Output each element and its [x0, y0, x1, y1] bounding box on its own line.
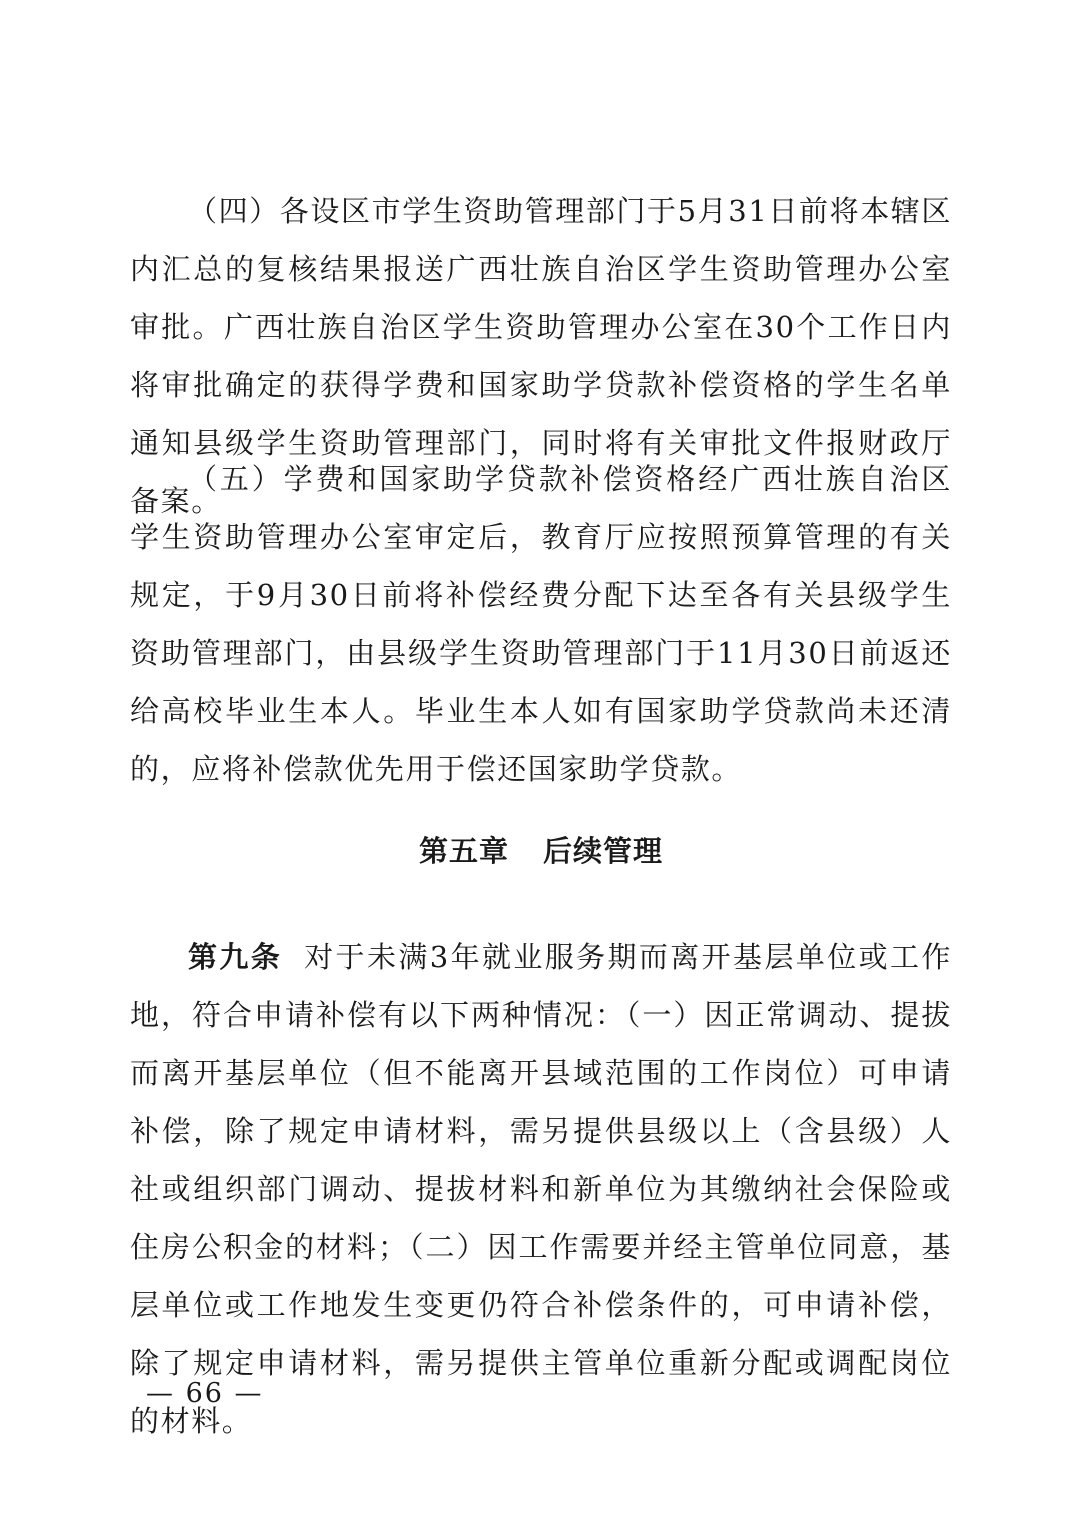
chapter-heading — [130, 826, 952, 876]
section-4-paragraph: （四）各设区市学生资助管理部门于5月31日前将本辖区内汇总的复核结果报送广西壮族自治区学生资助管理办公室审批。广西壮族自治区学生资助管理办公室在30个工作日内将审批确定的获得学费和国家助学贷款补偿资格的学生名单通知县级学生资助管理部门，同时将有关审批文件报财政厅备案。 — [130, 194, 952, 518]
section-5-paragraph: （五）学费和国家助学贷款补偿资格经广西壮族自治区学生资助管理办公室审定后，教育厅应按照预算管理的有关规定，于9月30日前将补偿经费分配下达至各有关县级学生资助管理部门，由县级学生资助管理部门于11月30日前返还给高校毕业生本人。毕业生本人如有国家助学贷款尚未还清的，应将补偿款优先用于偿还国家助学贷款。 — [130, 462, 952, 786]
chapter-title: 后续管理 — [543, 834, 664, 868]
chapter-number: 第五章 — [418, 834, 509, 868]
article-9-label: 第九条 — [188, 940, 283, 974]
page-number: — 66 — — [146, 1378, 264, 1409]
article-9-paragraph — [130, 928, 952, 1450]
article-9-text: 对于未满3年就业服务期而离开基层单位或工作地，符合申请补偿有以下两种情况：（一）因正常调动、提拔而离开基层单位（但不能离开县域范围的工作岗位）可申请补偿，除了规定申请材料，需另提供县级以上（含县级）人社或组织部门调动、提拔材料和新单位为其缴纳社会保险或住房公积金的材料；（二）因工作需要并经主管单位同意，基层单位或工作地发生变更仍符合补偿条件的，可申请补偿，除了规定申请材料，需另提供主管单位重新分配或调配岗位的材料。 — [130, 940, 952, 1438]
